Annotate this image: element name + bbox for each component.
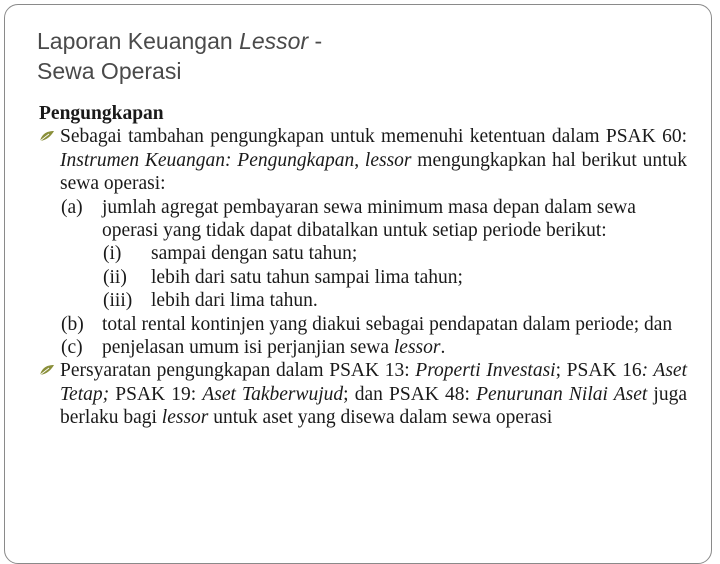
bullet1-em-lessor: lessor [364,149,412,171]
bullet1-text: Sebagai tambahan pengungkapan untuk memenuhi ketentuan dalam PSAK 60: [60,126,687,148]
item-label: (i) [103,243,122,265]
item-text: sampai dengan satu tahun; [151,243,358,265]
item-text: penjelasan umum isi perjanjian sewa [102,337,394,359]
bullet1-em-title: Instrumen Keuangan: Pengungkapan [60,149,355,171]
title-line-2: Sewa Operasi [37,58,182,84]
bullet2-text: ; PSAK 16 [555,360,642,382]
slide-title [37,26,322,86]
slide-body [39,102,687,430]
bullet-paragraph-1 [39,125,687,195]
title-line-1 [37,26,322,56]
bullet1-tail: mengungkapkan hal berikut untuk sewa operasi: [60,149,687,195]
item-text: lebih dari satu tahun sampai lima tahun; [151,266,463,288]
bullet2-em: : Aset Tetap; [60,360,687,405]
item-text: lebih dari lima tahun. [151,290,318,312]
list-item-iii [39,289,687,312]
list-item-c [39,336,687,359]
item-label: (ii) [103,266,127,288]
bullet2-text: juga berlaku bagi [60,383,687,429]
item-period: . [440,337,446,359]
bullet1-sep: , [354,149,365,171]
list-item-b [39,313,687,336]
section-heading: Pengungkapan [39,103,164,124]
bullet2-text: PSAK 19: [109,383,203,405]
bullet2-text: untuk aset yang disewa dalam sewa operasi [208,407,553,429]
title-dash: - [308,28,323,54]
bullet2-em: Properti Investasi [415,360,556,382]
item-label: (b) [61,313,84,335]
bullet2-text: ; dan PSAK 48: [343,383,477,405]
bullet2-em: lessor [161,407,209,429]
leaf-bullet-icon [39,364,55,376]
list-item-ii [39,266,687,289]
bullet-paragraph-2 [39,359,687,429]
item-label: (iii) [103,290,133,312]
item-text: total rental kontinjen yang diakui sebagai pendapatan dalam periode; dan [102,313,673,335]
list-item-a [39,196,687,243]
item-text: jumlah agregat pembayaran sewa minimum masa depan dalam sewa operasi yang tidak dapat dibatalkan untuk setiap periode berikut: [102,196,636,242]
title-text: Laporan Keuangan [37,28,240,54]
bullet2-em: Aset Takberwujud [202,383,344,405]
title-lessor: Lessor [239,28,309,54]
bullet2-text: Persyaratan pengungkapan dalam PSAK 13: [60,360,416,382]
bullet2-em: Penurunan Nilai Aset [476,383,648,405]
item-em-lessor: lessor [393,337,441,359]
leaf-bullet-icon [39,130,55,142]
list-item-i [39,242,687,265]
item-label: (a) [61,196,83,218]
item-label: (c) [61,337,83,359]
